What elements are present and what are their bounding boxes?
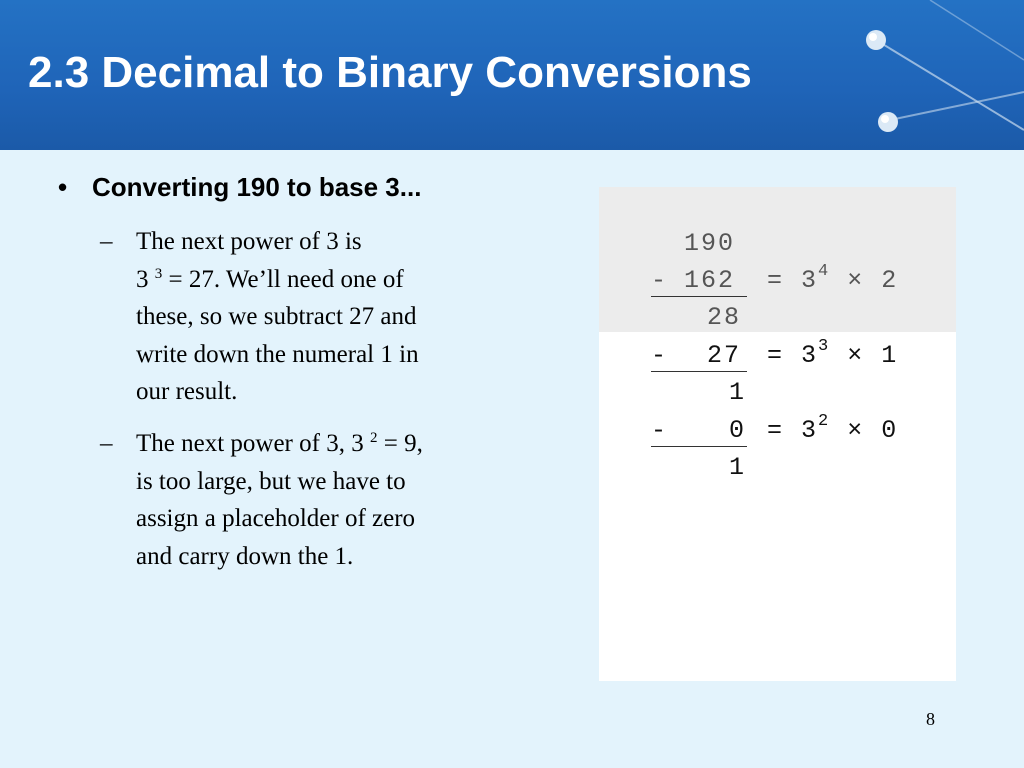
bullet-dot: •: [58, 172, 68, 202]
step3-result: 1: [729, 453, 747, 482]
step1-rule: [651, 296, 747, 297]
step1-equation: = $3^4 \times 2$: [767, 262, 899, 295]
step2-operator: -: [651, 341, 669, 370]
sub2-line2: is too large, but we have to: [136, 467, 406, 495]
page-number: 8: [926, 709, 935, 729]
sub2-line3: assign a placeholder of zero: [136, 505, 416, 532]
step3-rule: [651, 446, 747, 447]
sub1-line4: write down the numeral 1 in: [136, 340, 419, 368]
step2-equation: = $3^3 \times 1$: [767, 337, 899, 370]
step1-operator: -: [651, 266, 669, 295]
step2-subtrahend: 27: [707, 341, 742, 370]
step3-subtrahend: 0: [729, 416, 747, 445]
sub2-line1: The next power of 3, 3 $^2$ = 9,: [136, 430, 423, 457]
calculation-panel: [599, 187, 956, 681]
step3-equation: = $3^2 \times 0$: [767, 412, 899, 445]
bullet-heading: Converting 190 to base 3...: [92, 172, 422, 202]
exponent: 3: [154, 265, 163, 282]
sub1-line1: The next power of 3 is: [136, 228, 362, 255]
sub1-line2: 3 $^3$ = 27. We’ll need one of: [136, 265, 404, 293]
slide-title: 2.3 Decimal to Binary Conversions: [28, 48, 752, 97]
sub-bullet-dash: –: [100, 430, 113, 457]
sub1-line5: our result.: [136, 378, 238, 405]
step1-result: 28: [707, 303, 742, 332]
step3-operator: -: [651, 416, 669, 445]
exponent: 2: [369, 430, 378, 446]
sub1-line3: these, so we subtract 27 and: [136, 303, 417, 330]
step2-rule: [651, 371, 747, 372]
slide-header: [0, 0, 1024, 150]
step2-result: 1: [729, 378, 747, 407]
start-value: 190: [684, 229, 736, 258]
sub2-line4: and carry down the 1.: [136, 542, 354, 570]
panel-highlight: [599, 187, 956, 332]
sub-bullet-dash: –: [100, 228, 113, 255]
step1-subtrahend: 162: [684, 266, 736, 295]
